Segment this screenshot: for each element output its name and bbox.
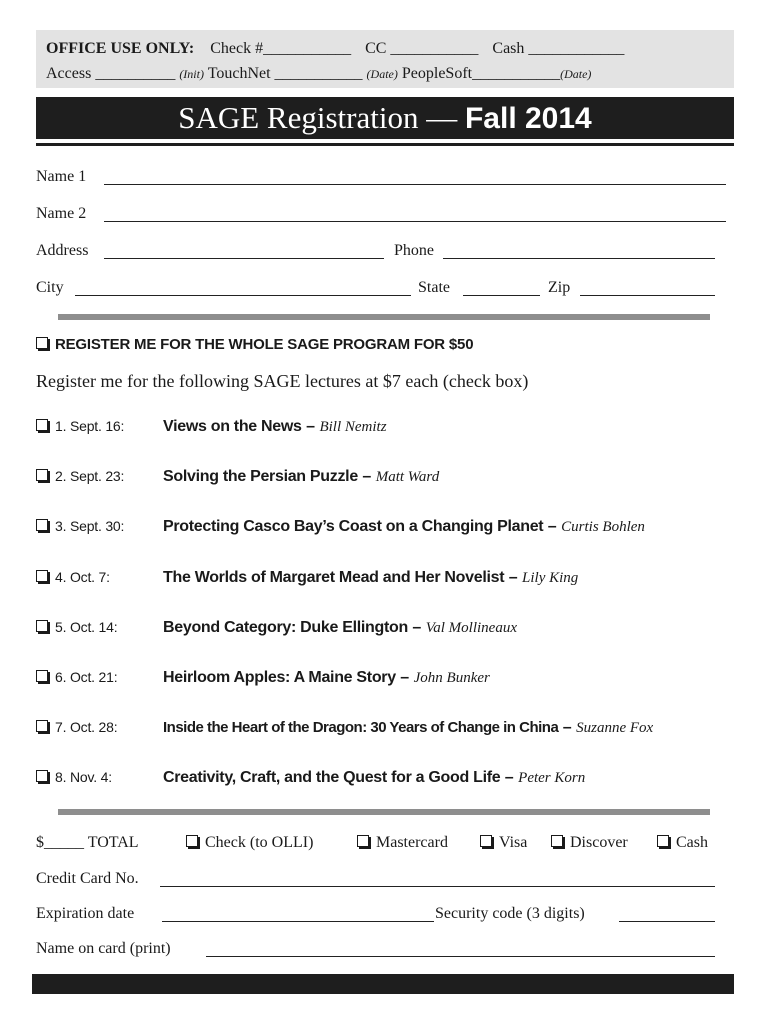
checkbox[interactable] <box>36 519 48 531</box>
name1-field[interactable] <box>104 168 726 185</box>
lecture-instructions: Register me for the following SAGE lectures at $7 each (check box) <box>36 371 529 391</box>
lecture-date: 6. Oct. 21: <box>55 669 118 685</box>
checkbox[interactable] <box>186 835 198 847</box>
checkbox[interactable] <box>357 835 369 847</box>
lecture-item[interactable] <box>36 566 578 588</box>
name-on-card-label: Name on card (print) <box>36 940 171 957</box>
office-use-box <box>36 30 734 88</box>
whole-program-option[interactable] <box>36 336 473 353</box>
office-init-label: (Init) <box>179 67 204 81</box>
office-cash-field: Cash ____________ <box>492 40 625 57</box>
title-rule <box>36 143 734 146</box>
pay-mastercard-label: Mastercard <box>376 834 448 851</box>
office-cc-field: CC ___________ <box>365 40 479 57</box>
lecture-item[interactable] <box>36 465 439 487</box>
lecture-speaker: Matt Ward <box>375 469 440 485</box>
office-check-field: Check #___________ <box>210 40 352 57</box>
office-use-label: OFFICE USE ONLY: <box>46 40 195 57</box>
name2-label: Name 2 <box>36 205 87 222</box>
checkbox[interactable] <box>36 570 48 582</box>
lecture-date: 2. Sept. 23: <box>55 468 125 484</box>
footer-bar <box>32 974 734 994</box>
expiration-label: Expiration date <box>36 905 135 922</box>
city-field[interactable] <box>75 279 411 296</box>
lecture-dash: – <box>504 569 523 586</box>
title-main: SAGE Registration <box>178 100 419 135</box>
pay-mastercard-option[interactable] <box>357 834 448 852</box>
credit-card-field[interactable] <box>160 870 715 887</box>
lecture-title: The Worlds of Margaret Mead and Her Novelist <box>163 569 505 586</box>
address-field[interactable] <box>104 242 384 259</box>
lecture-dash: – <box>301 418 320 435</box>
lecture-title: Views on the News <box>163 418 302 435</box>
lecture-dash: – <box>500 769 519 786</box>
checkbox[interactable] <box>551 835 563 847</box>
checkbox[interactable] <box>36 770 48 782</box>
office-touchnet-field: TouchNet ___________ <box>207 65 363 82</box>
pay-cash-label: Cash <box>676 834 708 851</box>
lecture-speaker: Suzanne Fox <box>576 720 654 736</box>
pay-visa-option[interactable] <box>480 834 527 852</box>
lecture-title: Creativity, Craft, and the Quest for a Good Life <box>163 769 501 786</box>
lecture-date: 7. Oct. 28: <box>55 719 118 735</box>
pay-check-option[interactable] <box>186 834 313 852</box>
credit-card-label: Credit Card No. <box>36 870 139 887</box>
address-label: Address <box>36 242 89 259</box>
pay-visa-label: Visa <box>499 834 528 851</box>
section-divider <box>58 314 710 320</box>
lecture-item[interactable] <box>36 515 645 537</box>
lecture-dash: – <box>395 669 414 686</box>
city-label: City <box>36 279 64 296</box>
checkbox[interactable] <box>36 337 48 349</box>
zip-label: Zip <box>548 279 571 296</box>
checkbox[interactable] <box>36 419 48 431</box>
state-label: State <box>418 279 450 296</box>
lecture-speaker: Peter Korn <box>518 770 586 786</box>
page-title <box>36 97 734 139</box>
lecture-date: 8. Nov. 4: <box>55 769 112 785</box>
security-code-field[interactable] <box>619 905 715 922</box>
security-code-label: Security code (3 digits) <box>435 905 585 922</box>
name-on-card-field[interactable] <box>206 940 715 957</box>
pay-discover-label: Discover <box>570 834 628 851</box>
checkbox[interactable] <box>36 670 48 682</box>
lecture-date: 4. Oct. 7: <box>55 569 110 585</box>
lecture-item[interactable] <box>36 616 517 638</box>
lecture-title: Inside the Heart of the Dragon: 30 Years of Change in China <box>163 719 559 736</box>
lecture-date: 5. Oct. 14: <box>55 619 118 635</box>
section-divider <box>58 809 710 815</box>
lecture-speaker: Lily King <box>522 570 579 586</box>
pay-check-label: Check (to OLLI) <box>205 834 314 851</box>
name2-field[interactable] <box>104 205 726 222</box>
pay-discover-option[interactable] <box>551 834 628 852</box>
checkbox[interactable] <box>36 469 48 481</box>
lecture-item[interactable] <box>36 716 653 738</box>
lecture-dash: – <box>407 619 426 636</box>
state-field[interactable] <box>463 279 540 296</box>
title-separator: — <box>418 100 465 135</box>
checkbox[interactable] <box>36 620 48 632</box>
lecture-dash: – <box>558 719 577 736</box>
phone-label: Phone <box>394 242 434 259</box>
lecture-title: Protecting Casco Bay’s Coast on a Changing Planet <box>163 518 544 535</box>
phone-field[interactable] <box>443 242 715 259</box>
office-date-label-2: (Date) <box>560 67 592 81</box>
lecture-dash: – <box>543 518 562 535</box>
lecture-title: Beyond Category: Duke Ellington <box>163 619 408 636</box>
name1-label: Name 1 <box>36 168 87 185</box>
lecture-date: 1. Sept. 16: <box>55 418 125 434</box>
checkbox[interactable] <box>36 720 48 732</box>
office-peoplesoft-field: PeopleSoft___________ <box>401 65 561 82</box>
zip-field[interactable] <box>580 279 715 296</box>
lecture-item[interactable] <box>36 666 490 688</box>
expiration-field[interactable] <box>162 905 434 922</box>
lecture-speaker: Bill Nemitz <box>319 419 387 435</box>
office-date-label-1: (Date) <box>366 67 398 81</box>
title-term: Fall 2014 <box>464 102 592 135</box>
whole-program-label: REGISTER ME FOR THE WHOLE SAGE PROGRAM FOR $50 <box>55 336 474 353</box>
lecture-item[interactable] <box>36 415 387 437</box>
total-field[interactable]: $_____ TOTAL <box>36 834 139 851</box>
office-access-field: Access __________ <box>46 65 176 82</box>
lecture-title: Solving the Persian Puzzle <box>163 468 358 485</box>
checkbox[interactable] <box>480 835 492 847</box>
lecture-title: Heirloom Apples: A Maine Story <box>163 669 396 686</box>
lecture-speaker: John Bunker <box>413 670 490 686</box>
lecture-date: 3. Sept. 30: <box>55 518 125 534</box>
checkbox[interactable] <box>657 835 669 847</box>
lecture-item[interactable] <box>36 766 585 788</box>
lecture-dash: – <box>357 468 376 485</box>
lecture-speaker: Val Mollineaux <box>425 620 517 636</box>
lecture-speaker: Curtis Bohlen <box>561 519 645 535</box>
pay-cash-option[interactable] <box>657 834 708 852</box>
